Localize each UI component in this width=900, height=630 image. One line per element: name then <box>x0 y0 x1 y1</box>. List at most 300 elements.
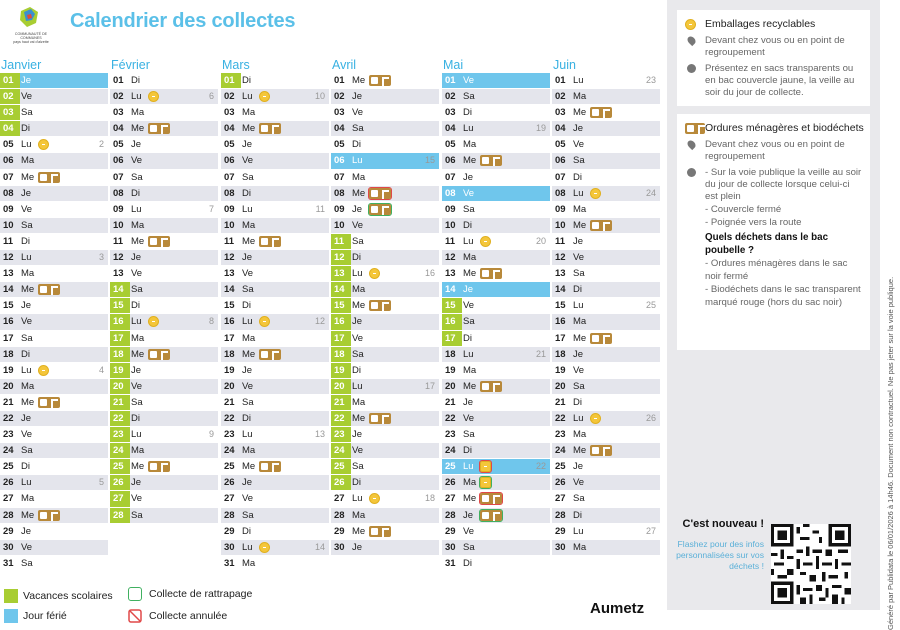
day-number: 07 <box>445 171 456 183</box>
day-row <box>0 121 108 137</box>
day-row <box>221 363 329 379</box>
day-name: Ma <box>463 477 477 489</box>
day-number: 15 <box>555 300 566 312</box>
collection-icons <box>369 493 380 504</box>
day-row <box>442 363 550 379</box>
day-row <box>552 105 660 121</box>
day-row <box>442 73 550 89</box>
day-name: Ma <box>573 429 587 441</box>
clock-icon <box>687 168 696 177</box>
day-name: Je <box>573 235 584 247</box>
qr-code[interactable] <box>771 524 851 604</box>
day-row <box>442 218 550 234</box>
day-row <box>442 282 550 298</box>
day-row <box>221 89 329 105</box>
day-row <box>110 218 218 234</box>
day-name: Me <box>352 412 366 424</box>
month-name: Janvier <box>1 58 42 72</box>
day-row <box>0 411 108 427</box>
day-row <box>110 363 218 379</box>
day-row <box>110 314 218 330</box>
collection-icons <box>259 316 270 327</box>
day-row <box>0 459 108 475</box>
day-number: 02 <box>113 91 124 103</box>
day-row <box>331 250 439 266</box>
day-row <box>442 556 550 572</box>
collection-icons <box>590 188 601 199</box>
day-name: Di <box>242 412 251 424</box>
day-row <box>552 137 660 153</box>
day-number: 26 <box>110 475 130 490</box>
day-row <box>331 524 439 540</box>
day-name: Me <box>573 107 587 119</box>
day-name: Lu <box>352 155 363 167</box>
day-name: Ma <box>242 445 256 457</box>
day-row <box>331 186 439 202</box>
day-row <box>221 314 329 330</box>
ordures-icon <box>590 445 612 456</box>
legend-vacances: Vacances scolaires <box>23 590 113 602</box>
day-row <box>221 347 329 363</box>
day-row <box>0 73 108 89</box>
day-name: Di <box>463 219 472 231</box>
day-row <box>110 250 218 266</box>
collection-icons <box>369 413 391 424</box>
day-number: 08 <box>113 187 124 199</box>
day-name: Me <box>131 461 145 473</box>
day-number: 25 <box>555 461 566 473</box>
day-name: Ma <box>573 541 587 553</box>
day-number: 21 <box>110 395 130 410</box>
day-name: Di <box>131 300 140 312</box>
rattrapage-icon <box>128 587 142 601</box>
day-name: Je <box>463 284 474 296</box>
day-name: Sa <box>573 493 585 505</box>
day-row <box>110 153 218 169</box>
day-row <box>442 524 550 540</box>
day-number: 23 <box>224 429 235 441</box>
ordures-icon <box>38 510 60 521</box>
day-number: 17 <box>3 332 14 344</box>
day-row <box>110 266 218 282</box>
day-name: Sa <box>573 155 585 167</box>
day-row <box>221 137 329 153</box>
day-row <box>221 170 329 186</box>
day-name: Je <box>352 429 363 441</box>
day-row <box>110 137 218 153</box>
day-name: Je <box>242 364 253 376</box>
day-number: 05 <box>113 139 124 151</box>
day-name: Me <box>573 219 587 231</box>
day-number: 11 <box>445 235 456 247</box>
day-number: 23 <box>3 429 14 441</box>
day-name: Ve <box>352 332 364 344</box>
day-number: 11 <box>224 235 235 247</box>
day-name: Di <box>131 75 140 86</box>
day-row <box>552 218 660 234</box>
day-row <box>221 540 329 556</box>
day-name: Lu <box>463 235 474 247</box>
legend-ferie: Jour férié <box>23 610 67 622</box>
day-name: Je <box>352 316 363 328</box>
day-row <box>442 121 550 137</box>
day-name: Me <box>352 300 366 312</box>
day-row <box>552 524 660 540</box>
collection-icons <box>38 397 60 408</box>
ferie-swatch <box>4 609 18 623</box>
day-name: Me <box>352 187 366 199</box>
day-name: Sa <box>21 107 33 119</box>
day-number: 08 <box>3 187 14 199</box>
day-number: 09 <box>224 203 235 215</box>
day-name: Ma <box>573 316 587 328</box>
day-number: 23 <box>445 429 456 441</box>
day-name: Ve <box>463 187 475 199</box>
day-row <box>0 508 108 524</box>
day-number: 22 <box>3 412 14 424</box>
emballages-icon <box>259 542 270 553</box>
week-number: 11 <box>315 203 325 214</box>
day-number: 24 <box>224 445 235 457</box>
day-name: Ve <box>573 139 585 151</box>
day-row <box>0 427 108 443</box>
day-number: 07 <box>3 171 14 183</box>
day-name: Je <box>131 477 142 489</box>
day-name: Lu <box>463 123 474 135</box>
day-row <box>442 234 550 250</box>
day-row <box>552 153 660 169</box>
ordures-title: Ordures ménagères et biodéchets <box>705 122 864 134</box>
logo-text: COMMUNAUTÉ DE COMMUNES pays haut val d'alzette <box>13 32 49 45</box>
week-number: 18 <box>424 493 435 504</box>
ordures-icon <box>148 123 170 134</box>
day-name: Ve <box>131 268 143 280</box>
emballages-icon <box>369 493 380 504</box>
day-row <box>221 105 329 121</box>
day-name: Di <box>352 252 361 264</box>
day-row <box>0 314 108 330</box>
day-number: 31 <box>224 557 235 569</box>
day-row <box>0 186 108 202</box>
day-row <box>552 459 660 475</box>
day-number: 05 <box>334 139 345 151</box>
day-row <box>221 266 329 282</box>
day-number: 24 <box>331 443 351 458</box>
day-number: 19 <box>110 363 130 378</box>
day-name: Sa <box>573 268 585 280</box>
collection-icons <box>369 526 391 537</box>
day-name: Sa <box>242 171 254 183</box>
ordures-sub1: - Couvercle fermé <box>705 204 782 215</box>
week-number: 7 <box>208 203 214 214</box>
day-number: 20 <box>110 379 130 394</box>
week-number: 6 <box>208 91 214 102</box>
day-number: 21 <box>3 396 14 408</box>
day-name: Ve <box>573 477 585 489</box>
collection-icons <box>148 349 170 360</box>
day-row <box>552 121 660 137</box>
emballages-icon <box>480 461 491 472</box>
day-name: Me <box>242 461 256 473</box>
collection-icons <box>259 542 270 553</box>
day-number: 02 <box>334 91 345 103</box>
day-row <box>552 298 660 314</box>
collection-icons <box>259 236 281 247</box>
collection-icons <box>148 236 170 247</box>
day-row <box>442 153 550 169</box>
day-number: 02 <box>555 91 566 103</box>
day-number: 06 <box>334 155 345 167</box>
collection-icons <box>259 91 270 102</box>
day-row <box>221 556 329 572</box>
day-number: 15 <box>110 298 130 313</box>
month-4 <box>331 58 439 556</box>
day-number: 20 <box>3 380 14 392</box>
day-name: Je <box>242 477 253 489</box>
day-number: 23 <box>110 427 130 442</box>
day-name: Di <box>21 123 30 135</box>
day-row <box>442 89 550 105</box>
day-name: Di <box>352 139 361 151</box>
day-number: 05 <box>555 139 566 151</box>
day-name: Ma <box>21 268 35 280</box>
ordures-icon <box>369 75 391 86</box>
month-name: Février <box>111 58 150 72</box>
day-name: Lu <box>463 348 474 360</box>
day-number: 29 <box>224 525 235 537</box>
day-row <box>442 298 550 314</box>
week-number: 24 <box>645 187 656 198</box>
day-row <box>221 121 329 137</box>
day-number: 05 <box>3 139 14 151</box>
day-name: Di <box>573 509 582 521</box>
day-name: Di <box>242 75 251 86</box>
day-number: 31 <box>3 557 14 569</box>
day-row <box>221 234 329 250</box>
day-name: Ve <box>21 91 33 103</box>
location-pin-icon <box>686 35 697 46</box>
page-title: Calendrier des collectes <box>70 10 296 32</box>
day-row <box>552 395 660 411</box>
ordures-icon <box>590 220 612 231</box>
day-name: Ma <box>463 252 477 264</box>
month-name: Juin <box>553 58 576 72</box>
day-number: 16 <box>224 316 235 328</box>
day-name: Je <box>573 461 584 473</box>
collection-icons <box>480 477 491 488</box>
day-row <box>0 443 108 459</box>
collection-icons <box>480 381 502 392</box>
collection-icons <box>480 268 502 279</box>
emballages-icon <box>590 413 601 424</box>
day-row <box>0 540 108 556</box>
week-number: 16 <box>424 268 435 279</box>
day-row <box>110 298 218 314</box>
month-3 <box>221 58 329 572</box>
collection-icons <box>369 188 391 199</box>
day-row <box>110 508 218 524</box>
day-row <box>221 298 329 314</box>
day-number: 12 <box>113 252 124 264</box>
day-row <box>110 411 218 427</box>
day-number: 26 <box>3 477 14 489</box>
day-number: 09 <box>445 203 456 215</box>
emballages-how: Présentez en sacs transparents ou en bac couvercle jaune, la veille au soir du jour de collecte. <box>683 63 864 99</box>
day-name: Di <box>131 187 140 199</box>
day-number: 29 <box>555 525 566 537</box>
day-row <box>0 202 108 218</box>
day-number: 23 <box>331 427 351 442</box>
day-row <box>552 508 660 524</box>
day-name: Ma <box>21 493 35 505</box>
week-number: 8 <box>208 316 214 327</box>
day-number: 10 <box>555 219 566 231</box>
day-number: 07 <box>555 171 566 183</box>
day-number: 28 <box>110 508 130 523</box>
day-row <box>0 250 108 266</box>
day-row <box>331 427 439 443</box>
day-number: 03 <box>113 107 124 119</box>
day-row <box>110 427 218 443</box>
day-row <box>110 234 218 250</box>
day-row <box>0 556 108 572</box>
day-name: Ma <box>242 219 256 231</box>
day-name: Sa <box>352 461 364 473</box>
day-row <box>0 89 108 105</box>
day-row <box>331 540 439 556</box>
day-row <box>552 282 660 298</box>
collection-icons <box>38 510 60 521</box>
day-row <box>442 186 550 202</box>
week-number: 27 <box>645 525 656 536</box>
day-row <box>442 250 550 266</box>
day-row <box>221 459 329 475</box>
day-number: 01 <box>555 75 566 86</box>
day-number: 24 <box>110 443 130 458</box>
day-row <box>221 524 329 540</box>
day-number: 07 <box>334 171 345 183</box>
day-row <box>0 105 108 121</box>
day-name: Lu <box>242 429 253 441</box>
day-number: 04 <box>224 123 235 135</box>
collection-icons <box>38 172 60 183</box>
day-row <box>552 540 660 556</box>
day-number: 18 <box>445 348 456 360</box>
ordures-icon <box>480 381 502 392</box>
day-row <box>442 379 550 395</box>
day-number: 10 <box>224 219 235 231</box>
day-row <box>331 234 439 250</box>
day-row <box>221 379 329 395</box>
day-name: Me <box>242 235 256 247</box>
week-number: 15 <box>424 155 435 166</box>
legend-annulee: Collecte annulée <box>149 610 228 622</box>
week-number: 21 <box>535 348 546 359</box>
week-number: 5 <box>98 477 104 488</box>
day-number: 22 <box>445 412 456 424</box>
day-number: 02 <box>224 91 235 103</box>
day-name: Ve <box>573 252 585 264</box>
day-name: Di <box>21 461 30 473</box>
day-row <box>110 202 218 218</box>
day-number: 19 <box>224 364 235 376</box>
day-row <box>552 73 660 89</box>
day-name: Me <box>131 123 145 135</box>
month-name: Avril <box>332 58 357 72</box>
collection-icons <box>480 155 502 166</box>
day-number: 04 <box>445 123 456 135</box>
day-row <box>552 331 660 347</box>
month-5 <box>442 58 550 572</box>
day-number: 01 <box>334 75 345 86</box>
collection-icons <box>148 123 170 134</box>
day-name: Ma <box>463 364 477 376</box>
day-row <box>331 89 439 105</box>
ordures-icon <box>369 300 391 311</box>
week-number: 26 <box>645 412 656 423</box>
ordures-answer2: - Biodéchets dans le sac transparent marqué rouge (hors du sac noir) <box>705 284 861 308</box>
day-name: Lu <box>573 412 584 424</box>
day-number: 01 <box>0 73 20 88</box>
day-number: 22 <box>331 411 351 426</box>
day-row <box>552 427 660 443</box>
day-row <box>552 379 660 395</box>
day-name: Lu <box>352 493 363 505</box>
collection-icons <box>369 75 391 86</box>
day-name: Me <box>463 493 477 505</box>
day-row <box>331 202 439 218</box>
nouveau-title: C'est nouveau ! <box>682 518 764 530</box>
day-name: Sa <box>131 396 143 408</box>
day-name: Sa <box>131 509 143 521</box>
day-name: Ma <box>573 91 587 103</box>
day-number: 13 <box>113 268 124 280</box>
day-name: Je <box>21 412 32 424</box>
week-number: 4 <box>98 364 104 375</box>
day-row <box>442 105 550 121</box>
day-row <box>552 250 660 266</box>
day-row <box>331 153 439 169</box>
day-name: Sa <box>463 203 475 215</box>
day-number: 27 <box>334 493 345 505</box>
day-number: 03 <box>224 107 235 119</box>
emballages-icon <box>259 316 270 327</box>
day-row <box>110 443 218 459</box>
collection-icons <box>369 204 391 215</box>
day-number: 27 <box>224 493 235 505</box>
day-number: 28 <box>445 509 456 521</box>
day-row <box>331 363 439 379</box>
day-number: 12 <box>555 252 566 264</box>
emballages-where: Devant chez vous ou en point de regroupement <box>683 35 864 59</box>
day-name: Me <box>573 332 587 344</box>
ordures-icon <box>685 123 705 134</box>
day-number: 01 <box>113 75 124 86</box>
day-name: Lu <box>131 429 142 441</box>
day-name: Je <box>131 364 142 376</box>
day-row <box>442 411 550 427</box>
day-row <box>221 331 329 347</box>
day-number: 08 <box>555 187 566 199</box>
day-name: Sa <box>21 219 33 231</box>
day-number: 26 <box>224 477 235 489</box>
day-row <box>0 234 108 250</box>
emballages-icon <box>38 139 49 150</box>
day-row <box>331 331 439 347</box>
day-row <box>331 475 439 491</box>
day-row <box>221 250 329 266</box>
collection-icons <box>590 220 612 231</box>
